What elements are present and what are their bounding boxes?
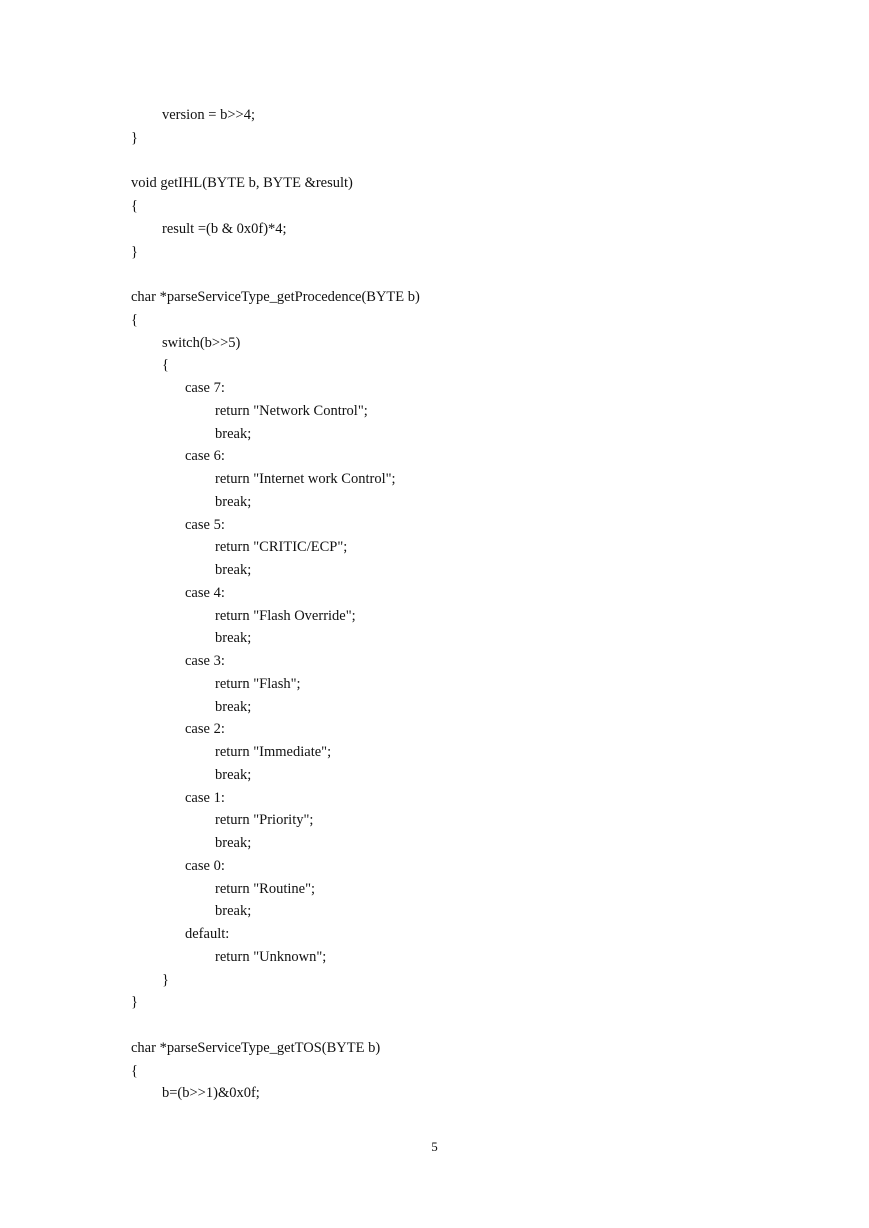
code-line: case 0:	[185, 857, 225, 874]
code-line: return "CRITIC/ECP";	[215, 539, 348, 556]
code-line: default:	[185, 926, 230, 942]
code-line: return "Routine";	[215, 880, 316, 897]
code-line: return "Priority";	[215, 812, 314, 829]
code-line: return "Network Control";	[215, 402, 368, 419]
code-line: return "Flash Override";	[215, 607, 356, 624]
code-line: {	[131, 1062, 138, 1079]
code-line: break;	[215, 903, 252, 920]
code-line	[131, 1014, 420, 1037]
code-line: }	[162, 971, 169, 988]
code-line: case 5:	[185, 516, 225, 533]
code-line: break;	[215, 562, 252, 578]
code-line: switch(b>>5)	[162, 334, 241, 351]
code-line: b=(b>>1)&0x0f;	[162, 1085, 260, 1102]
code-line: }	[131, 129, 138, 146]
code-line: char *parseServiceType_getProcedence(BYTE b)	[131, 289, 420, 305]
code-line: break;	[215, 766, 252, 783]
code-line: case 7:	[185, 380, 225, 396]
code-line: {	[162, 357, 169, 374]
code-line: {	[131, 198, 138, 214]
code-line: {	[131, 311, 138, 328]
code-line: return "Immediate";	[215, 744, 332, 760]
code-line: case 6:	[185, 448, 225, 465]
code-line: }	[131, 243, 138, 260]
code-line: }	[131, 994, 138, 1011]
code-line: case 4:	[185, 584, 225, 601]
code-line	[131, 263, 420, 286]
code-line: case 2:	[185, 721, 225, 738]
code-line: case 3:	[185, 653, 225, 669]
code-line: return "Internet work Control";	[215, 471, 396, 487]
code-line: return "Flash";	[215, 675, 301, 692]
code-line: return "Unknown";	[215, 948, 327, 965]
code-line: break;	[215, 630, 252, 647]
code-line: char *parseServiceType_getTOS(BYTE b)	[131, 1039, 381, 1056]
code-line: void getIHL(BYTE b, BYTE &result)	[131, 175, 353, 192]
code-line: case 1:	[185, 789, 225, 806]
code-line: break;	[215, 493, 252, 510]
code-line	[131, 150, 420, 173]
code-line: result =(b & 0x0f)*4;	[162, 220, 287, 237]
page-number: 5	[431, 1139, 438, 1154]
code-line: version = b>>4;	[162, 107, 255, 123]
code-line: break;	[215, 425, 252, 442]
code-listing	[131, 104, 420, 1105]
code-line: break;	[215, 835, 252, 851]
code-line: break;	[215, 698, 252, 715]
